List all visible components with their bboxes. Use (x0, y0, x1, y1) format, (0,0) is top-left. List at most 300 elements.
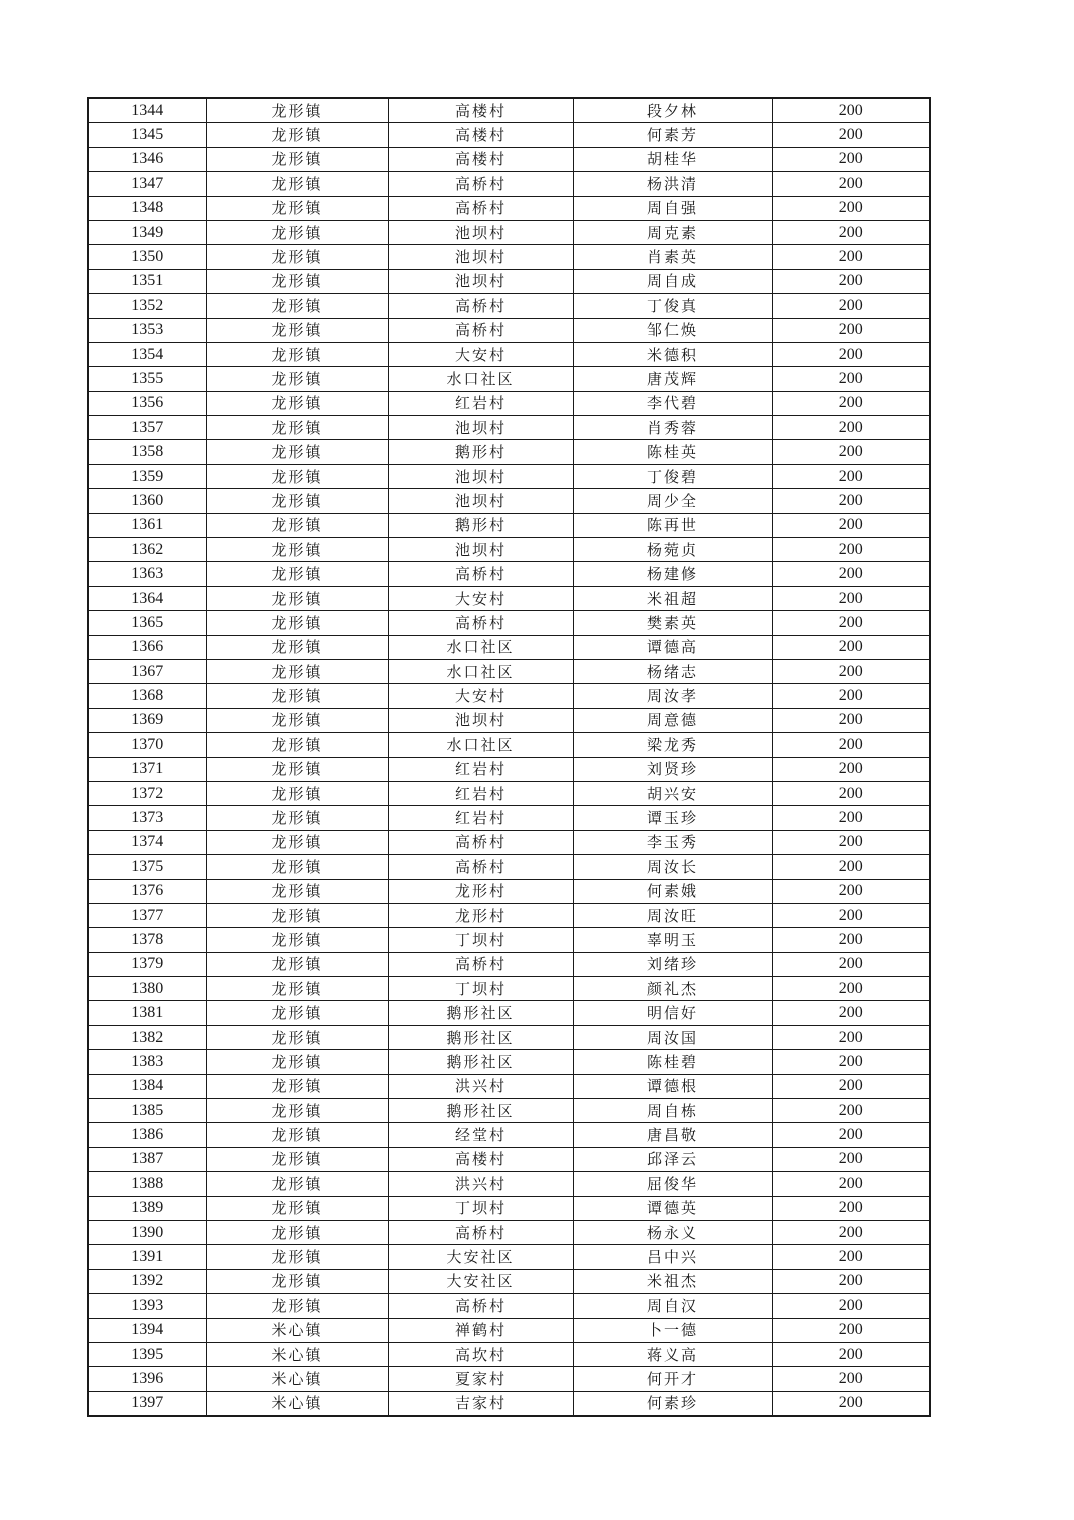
row-number-cell: 1395 (88, 1342, 206, 1366)
row-number-cell: 1357 (88, 416, 206, 440)
town-cell: 龙形镇 (206, 781, 388, 805)
village-cell: 高桥村 (388, 318, 573, 342)
person-name-cell: 何开才 (573, 1367, 772, 1391)
table-row (88, 1196, 930, 1220)
town-cell: 龙形镇 (206, 1074, 388, 1098)
amount-cell: 200 (772, 806, 930, 830)
town-cell: 龙形镇 (206, 269, 388, 293)
row-number-cell: 1353 (88, 318, 206, 342)
person-name-cell: 周自强 (573, 196, 772, 220)
town-cell: 龙形镇 (206, 611, 388, 635)
village-cell: 高桥村 (388, 1294, 573, 1318)
amount-cell: 200 (772, 830, 930, 854)
table-row (88, 1220, 930, 1244)
person-name-cell: 卜一德 (573, 1318, 772, 1342)
table-row (88, 928, 930, 952)
amount-cell: 200 (772, 586, 930, 610)
town-cell: 龙形镇 (206, 1025, 388, 1049)
row-number-cell: 1377 (88, 903, 206, 927)
town-cell: 龙形镇 (206, 855, 388, 879)
row-number-cell: 1348 (88, 196, 206, 220)
person-name-cell: 邱泽云 (573, 1147, 772, 1171)
table-row (88, 269, 930, 293)
town-cell: 龙形镇 (206, 659, 388, 683)
village-cell: 高桥村 (388, 952, 573, 976)
row-number-cell: 1378 (88, 928, 206, 952)
amount-cell: 200 (772, 489, 930, 513)
town-cell: 龙形镇 (206, 928, 388, 952)
table-row (88, 220, 930, 244)
amount-cell: 200 (772, 684, 930, 708)
amount-cell: 200 (772, 220, 930, 244)
table-row (88, 196, 930, 220)
amount-cell: 200 (772, 855, 930, 879)
person-name-cell: 何素芳 (573, 123, 772, 147)
town-cell: 龙形镇 (206, 977, 388, 1001)
amount-cell: 200 (772, 1050, 930, 1074)
row-number-cell: 1361 (88, 513, 206, 537)
amount-cell: 200 (772, 1196, 930, 1220)
table-row (88, 98, 930, 123)
amount-cell: 200 (772, 269, 930, 293)
town-cell: 龙形镇 (206, 952, 388, 976)
table-row (88, 757, 930, 781)
person-name-cell: 周汝长 (573, 855, 772, 879)
town-cell: 龙形镇 (206, 294, 388, 318)
town-cell: 龙形镇 (206, 562, 388, 586)
town-cell: 龙形镇 (206, 757, 388, 781)
table-row (88, 464, 930, 488)
row-number-cell: 1366 (88, 635, 206, 659)
amount-cell: 200 (772, 1025, 930, 1049)
town-cell: 龙形镇 (206, 708, 388, 732)
amount-cell: 200 (772, 1342, 930, 1366)
village-cell: 洪兴村 (388, 1074, 573, 1098)
row-number-cell: 1372 (88, 781, 206, 805)
village-cell: 鹅形村 (388, 440, 573, 464)
person-name-cell: 周自汉 (573, 1294, 772, 1318)
row-number-cell: 1359 (88, 464, 206, 488)
town-cell: 龙形镇 (206, 1269, 388, 1293)
person-name-cell: 米祖杰 (573, 1269, 772, 1293)
row-number-cell: 1376 (88, 879, 206, 903)
person-name-cell: 杨建修 (573, 562, 772, 586)
amount-cell: 200 (772, 733, 930, 757)
town-cell: 龙形镇 (206, 1123, 388, 1147)
amount-cell: 200 (772, 952, 930, 976)
table-row (88, 1123, 930, 1147)
town-cell: 龙形镇 (206, 1220, 388, 1244)
row-number-cell: 1389 (88, 1196, 206, 1220)
person-name-cell: 蒋义高 (573, 1342, 772, 1366)
table-row (88, 806, 930, 830)
row-number-cell: 1362 (88, 538, 206, 562)
person-name-cell: 杨永义 (573, 1220, 772, 1244)
person-name-cell: 段夕林 (573, 98, 772, 123)
table-row (88, 1025, 930, 1049)
village-cell: 高桥村 (388, 196, 573, 220)
village-cell: 洪兴村 (388, 1172, 573, 1196)
village-cell: 池坝村 (388, 708, 573, 732)
village-cell: 水口社区 (388, 659, 573, 683)
village-cell: 高楼村 (388, 123, 573, 147)
row-number-cell: 1382 (88, 1025, 206, 1049)
person-name-cell: 杨菀贞 (573, 538, 772, 562)
village-cell: 丁坝村 (388, 928, 573, 952)
person-name-cell: 谭德英 (573, 1196, 772, 1220)
amount-cell: 200 (772, 635, 930, 659)
table-row (88, 1269, 930, 1293)
village-cell: 丁坝村 (388, 977, 573, 1001)
village-cell: 鹅形社区 (388, 1001, 573, 1025)
amount-cell: 200 (772, 1391, 930, 1416)
table-row (88, 1172, 930, 1196)
amount-cell: 200 (772, 708, 930, 732)
row-number-cell: 1365 (88, 611, 206, 635)
town-cell: 龙形镇 (206, 367, 388, 391)
row-number-cell: 1393 (88, 1294, 206, 1318)
person-name-cell: 丁俊碧 (573, 464, 772, 488)
amount-cell: 200 (772, 1099, 930, 1123)
town-cell: 龙形镇 (206, 1147, 388, 1171)
village-cell: 池坝村 (388, 538, 573, 562)
person-name-cell: 胡兴安 (573, 781, 772, 805)
amount-cell: 200 (772, 977, 930, 1001)
amount-cell: 200 (772, 1147, 930, 1171)
amount-cell: 200 (772, 1172, 930, 1196)
person-name-cell: 李代碧 (573, 391, 772, 415)
town-cell: 米心镇 (206, 1342, 388, 1366)
person-name-cell: 谭德高 (573, 635, 772, 659)
row-number-cell: 1379 (88, 952, 206, 976)
table-row (88, 538, 930, 562)
amount-cell: 200 (772, 98, 930, 123)
table-row (88, 952, 930, 976)
table-row (88, 172, 930, 196)
table-row (88, 611, 930, 635)
person-name-cell: 刘贤珍 (573, 757, 772, 781)
row-number-cell: 1381 (88, 1001, 206, 1025)
village-cell: 高桥村 (388, 294, 573, 318)
village-cell: 水口社区 (388, 635, 573, 659)
village-cell: 高桥村 (388, 855, 573, 879)
table-row (88, 147, 930, 171)
village-cell: 高桥村 (388, 562, 573, 586)
table-row (88, 1342, 930, 1366)
amount-cell: 200 (772, 367, 930, 391)
town-cell: 龙形镇 (206, 733, 388, 757)
town-cell: 龙形镇 (206, 1050, 388, 1074)
row-number-cell: 1371 (88, 757, 206, 781)
row-number-cell: 1387 (88, 1147, 206, 1171)
row-number-cell: 1350 (88, 245, 206, 269)
village-cell: 水口社区 (388, 367, 573, 391)
amount-cell: 200 (772, 757, 930, 781)
amount-cell: 200 (772, 1269, 930, 1293)
table-row (88, 1147, 930, 1171)
table-row (88, 1294, 930, 1318)
person-name-cell: 杨洪清 (573, 172, 772, 196)
village-cell: 夏家村 (388, 1367, 573, 1391)
amount-cell: 200 (772, 123, 930, 147)
amount-cell: 200 (772, 391, 930, 415)
amount-cell: 200 (772, 318, 930, 342)
amount-cell: 200 (772, 562, 930, 586)
town-cell: 龙形镇 (206, 1099, 388, 1123)
village-cell: 红岩村 (388, 757, 573, 781)
town-cell: 龙形镇 (206, 416, 388, 440)
amount-cell: 200 (772, 1001, 930, 1025)
village-cell: 池坝村 (388, 489, 573, 513)
row-number-cell: 1360 (88, 489, 206, 513)
town-cell: 龙形镇 (206, 147, 388, 171)
village-cell: 高楼村 (388, 1147, 573, 1171)
table-row (88, 1391, 930, 1416)
person-name-cell: 李玉秀 (573, 830, 772, 854)
town-cell: 龙形镇 (206, 172, 388, 196)
row-number-cell: 1356 (88, 391, 206, 415)
table-row (88, 391, 930, 415)
town-cell: 龙形镇 (206, 1245, 388, 1269)
town-cell: 龙形镇 (206, 806, 388, 830)
person-name-cell: 周克素 (573, 220, 772, 244)
village-cell: 池坝村 (388, 464, 573, 488)
table-row (88, 635, 930, 659)
village-cell: 红岩村 (388, 781, 573, 805)
table-row (88, 318, 930, 342)
town-cell: 龙形镇 (206, 318, 388, 342)
table-row (88, 855, 930, 879)
table-row (88, 733, 930, 757)
amount-cell: 200 (772, 294, 930, 318)
row-number-cell: 1392 (88, 1269, 206, 1293)
table-row (88, 562, 930, 586)
amount-cell: 200 (772, 342, 930, 366)
village-cell: 鹅形村 (388, 513, 573, 537)
amount-cell: 200 (772, 1294, 930, 1318)
person-name-cell: 杨绪志 (573, 659, 772, 683)
village-cell: 高桥村 (388, 830, 573, 854)
town-cell: 龙形镇 (206, 684, 388, 708)
village-cell: 经堂村 (388, 1123, 573, 1147)
village-cell: 池坝村 (388, 245, 573, 269)
table-row (88, 1367, 930, 1391)
village-cell: 大安村 (388, 684, 573, 708)
town-cell: 龙形镇 (206, 1001, 388, 1025)
row-number-cell: 1386 (88, 1123, 206, 1147)
amount-cell: 200 (772, 172, 930, 196)
table-row (88, 513, 930, 537)
table-row (88, 684, 930, 708)
table-row (88, 1050, 930, 1074)
town-cell: 龙形镇 (206, 1294, 388, 1318)
table-row (88, 879, 930, 903)
person-name-cell: 谭德根 (573, 1074, 772, 1098)
roster-table (87, 97, 931, 1417)
person-name-cell: 颜礼杰 (573, 977, 772, 1001)
town-cell: 龙形镇 (206, 513, 388, 537)
town-cell: 龙形镇 (206, 879, 388, 903)
table-row (88, 367, 930, 391)
person-name-cell: 陈桂碧 (573, 1050, 772, 1074)
person-name-cell: 辜明玉 (573, 928, 772, 952)
person-name-cell: 米德积 (573, 342, 772, 366)
table-row (88, 416, 930, 440)
person-name-cell: 周自成 (573, 269, 772, 293)
table-row (88, 1074, 930, 1098)
village-cell: 禅鹤村 (388, 1318, 573, 1342)
person-name-cell: 陈再世 (573, 513, 772, 537)
table-row (88, 123, 930, 147)
amount-cell: 200 (772, 1074, 930, 1098)
person-name-cell: 唐茂辉 (573, 367, 772, 391)
person-name-cell: 樊素英 (573, 611, 772, 635)
village-cell: 鹅形社区 (388, 1050, 573, 1074)
table-row (88, 830, 930, 854)
row-number-cell: 1374 (88, 830, 206, 854)
row-number-cell: 1364 (88, 586, 206, 610)
row-number-cell: 1367 (88, 659, 206, 683)
village-cell: 鹅形社区 (388, 1099, 573, 1123)
town-cell: 米心镇 (206, 1391, 388, 1416)
person-name-cell: 周汝孝 (573, 684, 772, 708)
village-cell: 高桥村 (388, 1220, 573, 1244)
table-row (88, 245, 930, 269)
amount-cell: 200 (772, 147, 930, 171)
town-cell: 龙形镇 (206, 1196, 388, 1220)
row-number-cell: 1388 (88, 1172, 206, 1196)
row-number-cell: 1391 (88, 1245, 206, 1269)
town-cell: 龙形镇 (206, 586, 388, 610)
amount-cell: 200 (772, 1123, 930, 1147)
town-cell: 米心镇 (206, 1367, 388, 1391)
table-row (88, 342, 930, 366)
amount-cell: 200 (772, 1220, 930, 1244)
amount-cell: 200 (772, 928, 930, 952)
row-number-cell: 1390 (88, 1220, 206, 1244)
village-cell: 大安村 (388, 586, 573, 610)
village-cell: 丁坝村 (388, 1196, 573, 1220)
person-name-cell: 何素珍 (573, 1391, 772, 1416)
person-name-cell: 胡桂华 (573, 147, 772, 171)
row-number-cell: 1396 (88, 1367, 206, 1391)
village-cell: 鹅形社区 (388, 1025, 573, 1049)
amount-cell: 200 (772, 659, 930, 683)
village-cell: 吉家村 (388, 1391, 573, 1416)
person-name-cell: 梁龙秀 (573, 733, 772, 757)
amount-cell: 200 (772, 1367, 930, 1391)
row-number-cell: 1394 (88, 1318, 206, 1342)
table-row (88, 586, 930, 610)
town-cell: 龙形镇 (206, 196, 388, 220)
village-cell: 大安村 (388, 342, 573, 366)
person-name-cell: 何素娥 (573, 879, 772, 903)
table-row (88, 440, 930, 464)
amount-cell: 200 (772, 1245, 930, 1269)
village-cell: 龙形村 (388, 879, 573, 903)
person-name-cell: 周意德 (573, 708, 772, 732)
person-name-cell: 周汝旺 (573, 903, 772, 927)
village-cell: 高桥村 (388, 611, 573, 635)
table-row (88, 903, 930, 927)
table-row (88, 294, 930, 318)
person-name-cell: 吕中兴 (573, 1245, 772, 1269)
person-name-cell: 周汝国 (573, 1025, 772, 1049)
row-number-cell: 1385 (88, 1099, 206, 1123)
row-number-cell: 1349 (88, 220, 206, 244)
village-cell: 红岩村 (388, 806, 573, 830)
amount-cell: 200 (772, 464, 930, 488)
amount-cell: 200 (772, 416, 930, 440)
table-row (88, 489, 930, 513)
person-name-cell: 陈桂英 (573, 440, 772, 464)
row-number-cell: 1352 (88, 294, 206, 318)
row-number-cell: 1345 (88, 123, 206, 147)
village-cell: 高桥村 (388, 172, 573, 196)
town-cell: 龙形镇 (206, 342, 388, 366)
row-number-cell: 1358 (88, 440, 206, 464)
table-row (88, 781, 930, 805)
person-name-cell: 肖素英 (573, 245, 772, 269)
village-cell: 池坝村 (388, 269, 573, 293)
village-cell: 大安社区 (388, 1245, 573, 1269)
row-number-cell: 1346 (88, 147, 206, 171)
table-row (88, 659, 930, 683)
row-number-cell: 1351 (88, 269, 206, 293)
row-number-cell: 1370 (88, 733, 206, 757)
table-row (88, 1318, 930, 1342)
amount-cell: 200 (772, 196, 930, 220)
person-name-cell: 邹仁焕 (573, 318, 772, 342)
table-row (88, 1001, 930, 1025)
person-name-cell: 谭玉珍 (573, 806, 772, 830)
town-cell: 龙形镇 (206, 1172, 388, 1196)
roster-table-body (88, 98, 930, 1416)
table-row (88, 1245, 930, 1269)
town-cell: 米心镇 (206, 1318, 388, 1342)
row-number-cell: 1354 (88, 342, 206, 366)
person-name-cell: 米祖超 (573, 586, 772, 610)
person-name-cell: 丁俊真 (573, 294, 772, 318)
person-name-cell: 明信好 (573, 1001, 772, 1025)
row-number-cell: 1369 (88, 708, 206, 732)
table-row (88, 708, 930, 732)
amount-cell: 200 (772, 781, 930, 805)
row-number-cell: 1344 (88, 98, 206, 123)
town-cell: 龙形镇 (206, 220, 388, 244)
row-number-cell: 1397 (88, 1391, 206, 1416)
person-name-cell: 肖秀蓉 (573, 416, 772, 440)
village-cell: 红岩村 (388, 391, 573, 415)
town-cell: 龙形镇 (206, 98, 388, 123)
town-cell: 龙形镇 (206, 123, 388, 147)
amount-cell: 200 (772, 538, 930, 562)
village-cell: 池坝村 (388, 416, 573, 440)
person-name-cell: 周少全 (573, 489, 772, 513)
town-cell: 龙形镇 (206, 464, 388, 488)
amount-cell: 200 (772, 611, 930, 635)
town-cell: 龙形镇 (206, 245, 388, 269)
village-cell: 高坎村 (388, 1342, 573, 1366)
village-cell: 高楼村 (388, 98, 573, 123)
person-name-cell: 刘绪珍 (573, 952, 772, 976)
town-cell: 龙形镇 (206, 635, 388, 659)
person-name-cell: 唐昌敬 (573, 1123, 772, 1147)
amount-cell: 200 (772, 1318, 930, 1342)
amount-cell: 200 (772, 440, 930, 464)
table-row (88, 977, 930, 1001)
amount-cell: 200 (772, 513, 930, 537)
